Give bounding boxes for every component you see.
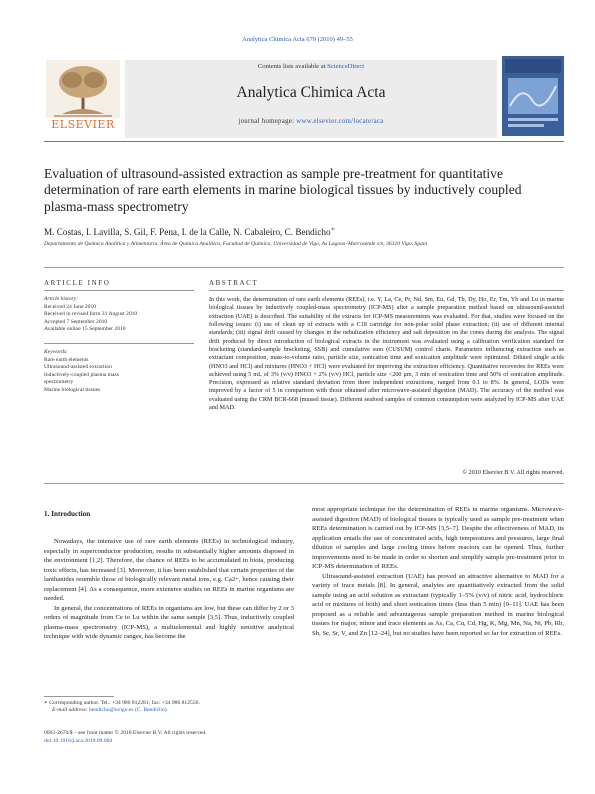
issn-line: 0003-2670/$ – see front matter © 2010 Elsevier B.V. All rights reserved. xyxy=(44,730,207,736)
history-accepted: Accepted 7 September 2010 xyxy=(44,318,108,325)
paragraph: In general, the concentrations of REEs in organisms are low, but these can differ by 2 or 3 orders of magnitude from Ce to Lu within the same sample [3,5]. Thus, inductively coupled plasma-mass spectrometry (ICP-MS), a multielemental and highly sensitive analytical technique with wide dynamic ranges, has become the xyxy=(44,604,294,640)
affiliation: Departamento de Química Analítica y Alimentaria, Área de Química Analítica, Facultad de Química, Universidad de Vigo, As Lagoas–Marcosende s/n, 36310 Vigo, Spain xyxy=(44,241,428,247)
doi-link[interactable]: doi:10.1016/j.aca.2010.09.004 xyxy=(44,737,113,744)
keyword: spectrometry xyxy=(44,379,74,386)
keyword: Ultrasound-assisted extraction xyxy=(44,364,112,371)
paragraph: Ultrasound-assisted extraction (UAE) has proved an attractive alternative to MAD for a variety of trace metals [8]. In general, analytes are quantitatively extracted from the solid sample using an acid solution as extractant (typically 1–5% (v/v) of nitric acid, hydrochloric acid or mixtures of both) and short sonication times (less than 5 min) [9–11]. UAE has been proposed as a reliable and advantageous sample preparation method in marine biological tissues for major, minor and trace elements as As, Ca, Cu, Cd, Hg, K, Mg, Mn, Na, Ni, Pb, Rb, Sb, Se, Sr, V, and Zn [12–24], but no studies have been reported so far for extraction of REEs. xyxy=(312,572,564,637)
abstract-heading: ABSTRACT xyxy=(209,279,259,287)
journal-cover-image xyxy=(502,56,564,136)
left-column xyxy=(44,537,294,642)
journal-citation[interactable]: Analytica Chimica Acta 679 (2010) 49–55 xyxy=(242,36,353,43)
footnote-rule xyxy=(44,696,114,697)
section-heading: 1. Introduction xyxy=(44,510,91,518)
history-rule xyxy=(44,343,194,344)
keywords-label: Keywords: xyxy=(44,349,69,355)
history-label: Article history: xyxy=(44,296,79,302)
article-title: Evaluation of ultrasound-assisted extraction as sample pre-treatment for quantitative determination of rare earth elements in marine biological tissues by inductively coupled plasma-mass spectrometry xyxy=(44,166,522,214)
journal-homepage xyxy=(125,118,497,125)
keywords-block xyxy=(44,349,194,395)
corresponding-author-note: ∗ Corresponding author. Tel.: +34 986 812281; fax: +34 986 812556. xyxy=(44,700,200,706)
front-matter xyxy=(44,730,344,745)
abstract-text: In this work, the determination of rare earth elements (REEs), i.e. Y, La, Ce, Pr, Nd, Sm, Eu, Gd, Tb, Dy, Ho, Er, Tm, Yb and Lu in marine biological tissues by inductively coupled-mass spectrometry (ICP-MS) after a sample preparation method based on ultrasound-assisted extraction (UAE) is described. The suitability of the extracts for ICP-MS measurements was evaluated. For that, studies were focused on the following issues: (i) use of clean up of extracts with a C18 cartridge for non-polar solid phase extraction; (ii) use of different internal standards; (iii) signal drift caused by changes in the nebulization efficiency and salt deposition on the cones during the analysis. The signal drift produced by direct introduction of biological extracts in the instrument was evaluated using a calibration verification standard for bracketing (standard-sample bracketing, SSB) and cumulative sum (CUSUM) control charts. Parameters influencing extraction such as extractant composition, mass-to-volume ratio, particle size, sonication time and sonication amplitude were optimized. Diluted single acids (HNO3 and HCl) and mixtures (HNO3 + HCl) were evaluated for improving the extraction efficiency. Quantitative recoveries for REEs were achieved using 5 mL of 3% (v/v) HNO3 + 2% (v/v) HCl, particle size <200 μm, 3 min of sonication time and 50% of sonication amplitude. Precision, expressed as relative standard deviation from three independent extractions, ranged from 0.1 to 8%. In general, LODs were improved by a factor of 5 in comparison with those obtained after microwave-assisted digestion (MAD). The accuracy of the method was evaluated using the CRM BCR-668 (mussel tissue). Different seafood samples of common consumption were analyzed by ICP-MS after UAE and MAD. xyxy=(209,296,564,412)
abstract-rule xyxy=(209,290,564,291)
homepage-prefix: journal homepage: xyxy=(238,118,297,125)
copyright-line: © 2010 Elsevier B.V. All rights reserved. xyxy=(462,469,564,476)
publisher-wordmark: ELSEVIER xyxy=(51,118,115,131)
history-received: Received 24 June 2010 xyxy=(44,303,97,310)
paragraph: Nowadays, the intensive use of rare earth elements (REEs) in technological industry, especially in superconductor production, results in substantially higher amounts disposed in the environment [1,2]. Therefore, the chance of REEs to be accumulated in biota, producing toxic effects, has increased [3]. Moreover, it has been established that certain properties of the lanthanides resemble those of biologically relevant metal ions, e.g. Ca2+, hence causing their replacement [4]. As a consequence, more extensive studies on REEs in marine organisms are needed. xyxy=(44,538,294,602)
homepage-link[interactable]: www.elsevier.com/locate/aca xyxy=(296,118,384,125)
authors-text: M. Costas, I. Lavilla, S. Gil, F. Pena, I. de la Calle, N. Cabaleiro, C. Bendicho xyxy=(44,227,331,238)
email-label: E-mail address: xyxy=(52,707,90,714)
title-rule xyxy=(44,267,564,268)
history-revised: Received in revised form 31 August 2010 xyxy=(44,311,138,318)
article-info-heading: ARTICLE INFO xyxy=(44,279,111,287)
masthead-rule xyxy=(44,141,564,142)
contents-prefix: Contents lists available at xyxy=(257,63,328,70)
article-info-rule xyxy=(44,290,194,291)
sciencedirect-link[interactable]: ScienceDirect xyxy=(327,63,365,70)
paragraph: most appropriate technique for the determination of REEs in marine organisms. Microwave-assisted digestion (MAD) of biological tissues is typically used as sample pre-treatment when REEs determination is carried out by ICP-MS [3,5–7]. Despite the effectiveness of MAD, its application entails the use of concentrated acids, high temperatures and pressures, large final dilution of samples and large cooling times before reactors can be opened. Thus, further improvements need to be made in order to shorten and simplify sample pre-treatment prior to ICP-MS determination of REEs. xyxy=(312,506,564,570)
footnote xyxy=(44,700,294,715)
keyword: Marine biological tissues xyxy=(44,386,101,393)
corresponding-author-mark[interactable]: ∗ xyxy=(330,225,336,233)
author-list xyxy=(44,225,564,237)
journal-title: Analytica Chimica Acta xyxy=(236,84,386,101)
keyword: Rare earth elements xyxy=(44,356,89,363)
elsevier-logo xyxy=(44,58,122,136)
history-online: Available online 15 September 2010 xyxy=(44,326,126,333)
right-column xyxy=(312,505,564,638)
abstract-end-rule xyxy=(44,483,564,484)
contents-line xyxy=(125,63,497,70)
email-link[interactable]: bendicho@uvigo.es (C. Bendicho). xyxy=(89,707,169,714)
article-history xyxy=(44,296,194,334)
keyword: Inductively-coupled plasma mass xyxy=(44,371,119,378)
